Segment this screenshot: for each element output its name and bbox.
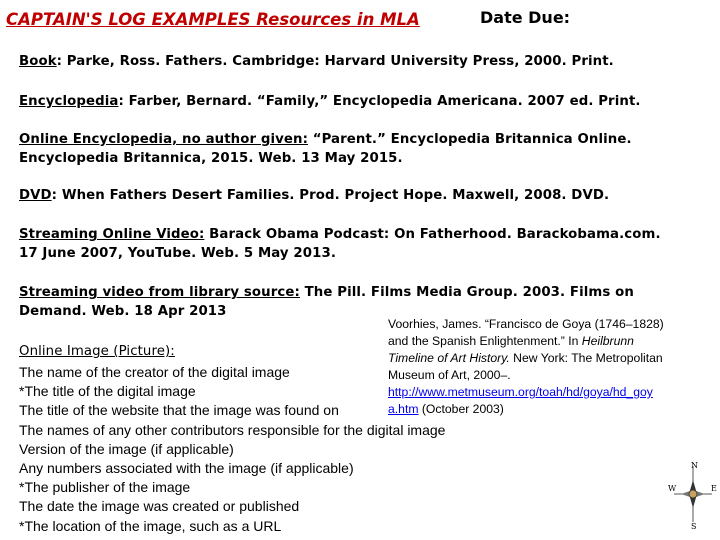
example-citation xyxy=(388,316,698,418)
title-text: CAPTAIN'S LOG EXAMPLES Resources in MLA xyxy=(6,10,420,29)
book-citation: : Parke, Ross. Fathers. Cambridge: Harvard University Press, 2000. Print. xyxy=(56,54,614,69)
compass-n: N xyxy=(691,461,698,470)
streaming-video-entry xyxy=(19,225,661,263)
compass-s: S xyxy=(691,522,697,530)
example-italic: Timeline of Art History. xyxy=(388,351,510,365)
list-item: *The location of the image, such as a URL xyxy=(19,517,282,534)
streaming-video-label: Streaming Online Video: xyxy=(19,227,205,242)
streaming-video-line2: 17 June 2007, YouTube. Web. 5 May 2013. xyxy=(19,246,336,261)
book-entry xyxy=(19,52,614,71)
example-text: (October 2003) xyxy=(418,402,504,416)
compass-e: E xyxy=(711,484,717,493)
list-item: The date the image was created or published xyxy=(19,498,300,515)
page-title xyxy=(6,10,420,29)
dvd-label: DVD xyxy=(19,188,52,203)
example-text: and the Spanish Enlightenment.” In xyxy=(388,334,582,348)
list-item: *The title of the digital image xyxy=(19,383,196,400)
list-item: Version of the image (if applicable) xyxy=(19,440,234,457)
example-url-link[interactable]: http://www.metmuseum.org/toah/hd/goya/hd_goy xyxy=(388,385,653,399)
library-video-line2: Demand. Web. 18 Apr 2013 xyxy=(19,304,227,319)
example-line xyxy=(388,401,698,418)
list-item: The names of any other contributors responsible for the digital image xyxy=(19,421,446,438)
list-item: *The publisher of the image xyxy=(19,479,191,496)
dvd-entry xyxy=(19,186,609,205)
example-line xyxy=(388,350,698,367)
example-line: Voorhies, James. “Francisco de Goya (1746–1828) xyxy=(388,317,664,331)
online-encyclopedia-entry xyxy=(19,130,632,168)
library-video-line1: The Pill. Films Media Group. 2003. Films on xyxy=(299,285,634,300)
example-url-link-end[interactable]: a.htm xyxy=(388,402,419,416)
encyclopedia-label: Encyclopedia xyxy=(19,94,119,109)
online-image-entry xyxy=(19,342,175,361)
list-item: The name of the creator of the digital image xyxy=(19,364,290,380)
online-image-label: Online Image (Picture): xyxy=(19,344,175,359)
library-video-label: Streaming video from library source: xyxy=(19,285,300,300)
streaming-video-line1: Barack Obama Podcast: On Fatherhood. Barackobama.com. xyxy=(204,227,661,242)
example-line: Museum of Art, 2000–. xyxy=(388,368,511,382)
encyclopedia-citation: : Farber, Bernard. “Family,” Encyclopedia Americana. 2007 ed. Print. xyxy=(118,94,641,109)
compass-rose-icon xyxy=(668,460,718,530)
encyclopedia-entry xyxy=(19,92,641,111)
online-encyclopedia-label: Online Encyclopedia, no author given: xyxy=(19,132,308,147)
online-encyclopedia-line1: “Parent.” Encyclopedia Britannica Online. xyxy=(308,132,632,147)
example-line xyxy=(388,333,698,350)
image-fields-list xyxy=(19,363,445,536)
list-item: The title of the website that the image was found on xyxy=(19,402,339,419)
date-due-label: Date Due: xyxy=(480,8,571,27)
compass-w: W xyxy=(668,484,677,493)
example-line xyxy=(388,384,698,401)
example-italic: Heilbrunn xyxy=(581,334,634,348)
list-item: Any numbers associated with the image (if applicable) xyxy=(19,460,354,477)
online-encyclopedia-line2: Encyclopedia Britannica, 2015. Web. 13 May 2015. xyxy=(19,151,403,166)
example-text: New York: The Metropolitan xyxy=(509,351,663,365)
book-label: Book xyxy=(19,54,57,69)
dvd-citation: : When Fathers Desert Families. Prod. Project Hope. Maxwell, 2008. DVD. xyxy=(51,188,610,203)
